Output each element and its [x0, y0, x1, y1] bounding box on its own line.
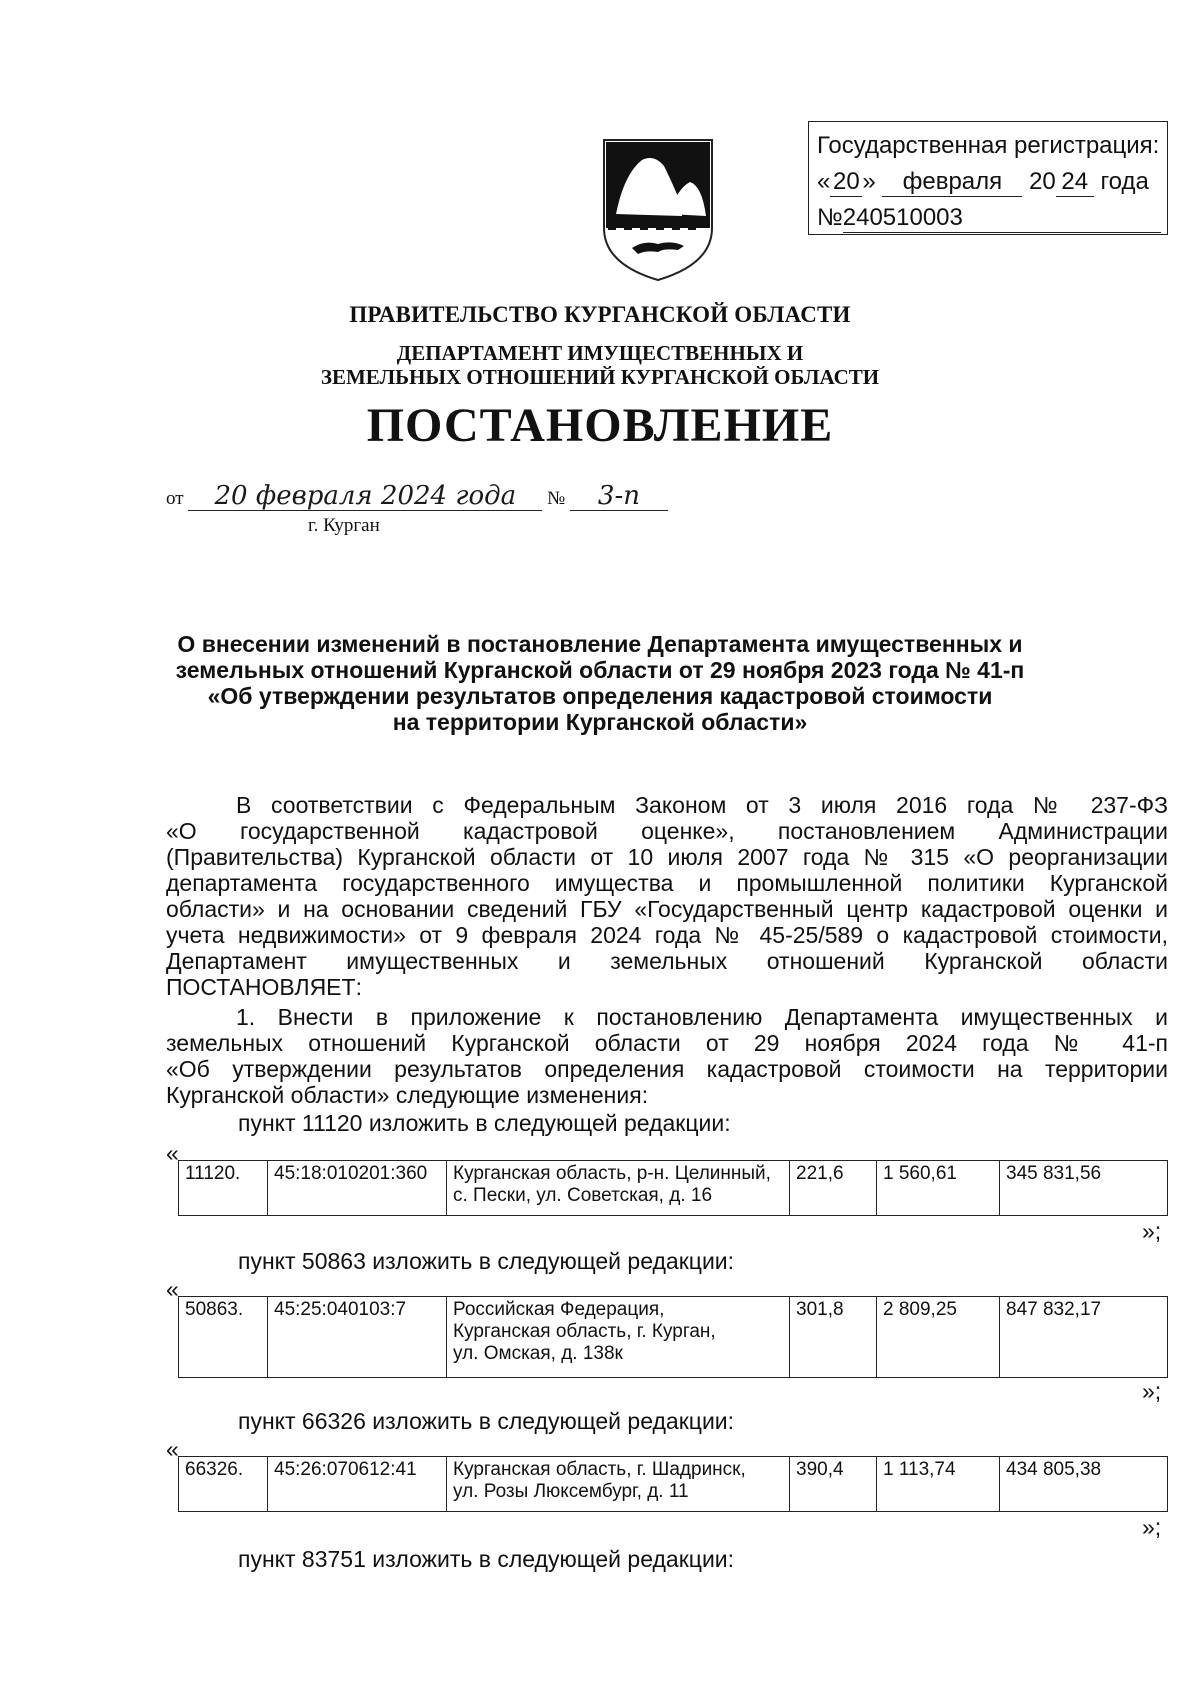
subject-line4: на территории Курганской области» [392, 709, 808, 735]
subject-line3: «Об утверждении результатов определения кадастровой стоимости [207, 683, 993, 709]
cell-area: 301,8 [790, 1297, 877, 1378]
body-line: Департамент имущественных и земельных отношений Курганской области [166, 948, 1168, 974]
quote-close: »; [1142, 1514, 1162, 1540]
government-name: ПРАВИТЕЛЬСТВО КУРГАНСКОЙ ОБЛАСТИ [349, 302, 851, 327]
subject-line2: земельных отношений Курганской области от 29 ноября 2023 года № 41-п [175, 657, 1025, 683]
registration-title: Государственная регистрация: [817, 132, 1160, 159]
cell-address: Российская Федерация, Курганская область, г. Курган, ул. Омская, д. 138к [447, 1297, 790, 1378]
document-type-title: ПОСТАНОВЛЕНИЕ [366, 399, 834, 452]
body-line: В соответствии с Федеральным Законом от 3 июля 2016 года № 237-ФЗ [236, 792, 1168, 818]
quote-close: »; [1142, 1218, 1162, 1244]
body-line: учета недвижимости» от 9 февраля 2024 года № 45-25/589 о кадастровой стоимости, [166, 922, 1168, 948]
registration-month: февраля [882, 168, 1022, 197]
body-line: «О государственной кадастровой оценке», постановлением Администрации [166, 818, 1168, 844]
registration-date-row: « 20 » февраля 20 24 года [817, 168, 1149, 195]
amendment-table [178, 1160, 1168, 1216]
cell-rate: 2 809,25 [877, 1297, 1000, 1378]
cell-rate: 1 560,61 [877, 1161, 1000, 1216]
body-line: департамента государственного имущества и промышленной политики Курганской [166, 870, 1168, 896]
subject-line1: О внесении изменений в постановление Департамента имущественных и [177, 631, 1023, 657]
number-label: № [547, 488, 566, 509]
body-line: 1. Внести в приложение к постановлению Департамента имущественных и [236, 1004, 1168, 1030]
body-line: области» и на основании сведений ГБУ «Государственный центр кадастровой оценки и [166, 896, 1168, 922]
amendment-intro: пункт 66326 изложить в следующей редакции: [238, 1408, 735, 1434]
registration-day: 20 [830, 168, 862, 197]
quote-open: « [166, 1140, 179, 1166]
cell-address: Курганская область, р-н. Целинный, с. Пески, ул. Советская, д. 16 [447, 1161, 790, 1216]
department-name-line1: ДЕПАРТАМЕНТ ИМУЩЕСТВЕННЫХ И [396, 341, 804, 365]
table-row [179, 1297, 1168, 1378]
amendment-intro: пункт 50863 изложить в следующей редакции: [238, 1248, 735, 1274]
amendment-intro: пункт 11120 изложить в следующей редакции: [238, 1110, 731, 1136]
resolves-word: ПОСТАНОВЛЯЕТ: [166, 974, 362, 1000]
registration-number-row: №240510003 [817, 200, 1167, 236]
cell-value: 847 832,17 [1000, 1297, 1168, 1378]
body-line: (Правительства) Курганской области от 10 июля 2007 года № 315 «О реорганизации [166, 844, 1168, 870]
department-name-line2: ЗЕМЕЛЬНЫХ ОТНОШЕНИЙ КУРГАНСКОЙ ОБЛАСТИ [320, 365, 880, 389]
body-line: земельных отношений Курганской области от 29 ноября 2024 года № 41-п [166, 1030, 1168, 1056]
amendment-intro: пункт 83751 изложить в следующей редакции: [238, 1546, 735, 1572]
registration-year: 24 [1056, 168, 1094, 197]
table-row [179, 1457, 1168, 1512]
body-line: Курганской области» следующие изменения: [166, 1082, 649, 1108]
cell-address: Курганская область, г. Шадринск, ул. Розы Люксембург, д. 11 [447, 1457, 790, 1512]
city-label: г. Курган [308, 515, 380, 536]
table-row [179, 1161, 1168, 1216]
cell-value: 434 805,38 [1000, 1457, 1168, 1512]
decree-date-line [166, 482, 668, 514]
handwritten-date: 20 февраля 2024 года [188, 482, 542, 511]
quote-open: « [166, 1436, 179, 1462]
cell-number: 66326. [179, 1457, 268, 1512]
from-label: от [166, 488, 184, 509]
cell-cadastral: 45:25:040103:7 [268, 1297, 447, 1378]
handwritten-number: 3-п [570, 482, 668, 511]
registration-box [808, 121, 1168, 235]
cell-cadastral: 45:26:070612:41 [268, 1457, 447, 1512]
amendment-table [178, 1296, 1168, 1378]
cell-number: 50863. [179, 1297, 268, 1378]
cell-area: 390,4 [790, 1457, 877, 1512]
body-line: «Об утверждении результатов определения кадастровой стоимости на территории [166, 1056, 1168, 1082]
quote-close: »; [1142, 1378, 1162, 1404]
amendment-table [178, 1456, 1168, 1512]
cell-area: 221,6 [790, 1161, 877, 1216]
cell-value: 345 831,56 [1000, 1161, 1168, 1216]
cell-number: 11120. [179, 1161, 268, 1216]
cell-cadastral: 45:18:010201:360 [268, 1161, 447, 1216]
quote-open: « [166, 1276, 179, 1302]
coat-of-arms-emblem [598, 136, 718, 284]
registration-number: 240510003 [843, 204, 1161, 233]
cell-rate: 1 113,74 [877, 1457, 1000, 1512]
